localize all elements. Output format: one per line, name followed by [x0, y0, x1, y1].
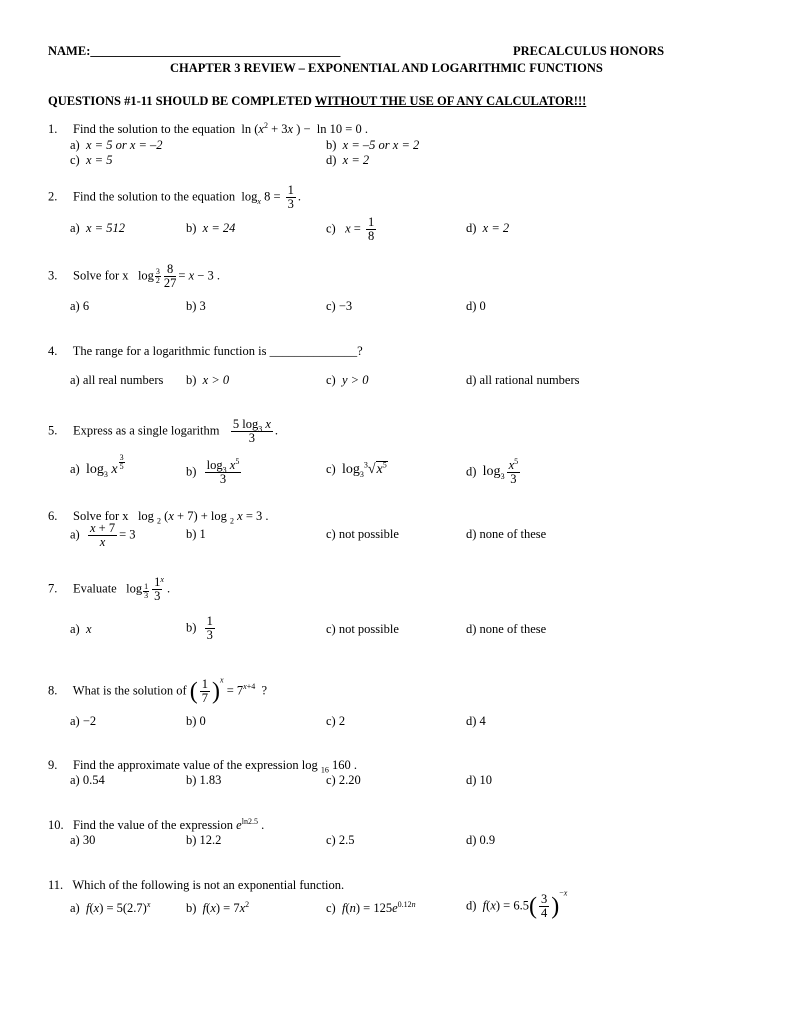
choice-5b[interactable]: b) $\frac{\log_3 x^5}{3}$ [186, 456, 240, 486]
question-2: 2. Find the solution to the equation $\log_x 8$ = $\frac{1}{3}$ . [48, 183, 301, 211]
instructions-prefix: QUESTIONS #1-11 SHOULD BE COMPLETED [48, 94, 315, 108]
choice-11c[interactable]: c) $f(n) = 125e^{0.12n}$ [326, 899, 416, 915]
choice-11a[interactable]: a) $f(x) = 5(2.7)^x$ [70, 899, 151, 915]
choice-11b[interactable]: b) $f(x) = 7x^2$ [186, 899, 250, 915]
choice-4d[interactable]: d) all rational numbers [466, 373, 580, 387]
choice-5c[interactable]: c) $\log_3^3√x^5$ [326, 460, 387, 479]
choice-9b[interactable]: b) 1.83 [186, 773, 222, 787]
choice-8a[interactable]: a) −2 [70, 714, 97, 728]
choice-10c[interactable]: c) 2.5 [326, 833, 355, 847]
choice-4a[interactable]: a) all real numbers [70, 373, 164, 387]
choice-6c[interactable]: c) not possible [326, 527, 399, 541]
choice-10d[interactable]: d) 0.9 [466, 833, 496, 847]
choice-9d[interactable]: d) 10 [466, 773, 493, 787]
choice-6d[interactable]: d) none of these [466, 527, 547, 541]
choice-5a[interactable]: a) $\log_3 x$ $\frac{3}{5}$ [70, 453, 124, 479]
question-8: 8. What is the solution of ( $\frac{1}{7}$ )$^x = 7^{x+4}$ ? [48, 675, 268, 705]
choice-1d[interactable]: d) x = 2 [326, 153, 370, 167]
choice-2c[interactable]: c) x = $\frac{1}{8}$ [326, 215, 375, 243]
course-title: PRECALCULUS HONORS [513, 44, 665, 58]
question-7: 7. Evaluate log $\frac{1}{3}$ $\frac{1}{3}$ $^x$ . [48, 575, 171, 603]
question-1: 1. Find the solution to the equation $\ln (x^2 + 3x$ ) − ln 10 = 0 . [48, 120, 368, 136]
choice-2d[interactable]: d) x = 2 [466, 221, 510, 235]
choice-4c[interactable]: c) y > 0 [326, 373, 369, 387]
choice-8d[interactable]: d) 4 [466, 714, 486, 728]
name-line: ________________________________________ [90, 44, 341, 58]
question-6: 6. Solve for x log $_2$ (x + 7) + log $_2$ x = 3 . [48, 509, 269, 526]
choice-7d[interactable]: d) none of these [466, 622, 547, 636]
question-9: 9. Find the approximate value of the expression log $_{16}$ 160 . [48, 758, 357, 775]
name-label: NAME: [48, 44, 91, 58]
question-10: 10. Find the value of the expression $e^{ln2.5}$ . [48, 816, 265, 832]
choice-4b[interactable]: b) x > 0 [186, 373, 230, 387]
choice-8b[interactable]: b) 0 [186, 714, 206, 728]
choice-2a[interactable]: a) x = 512 [70, 221, 125, 235]
choice-2b[interactable]: b) x = 24 [186, 221, 236, 235]
choice-1a[interactable]: a) x = 5 or x = –2 [70, 138, 163, 152]
choice-9c[interactable]: c) 2.20 [326, 773, 361, 787]
choice-6a[interactable]: a) $\frac{x + 7}{x}$ = 3 [70, 521, 136, 549]
choice-3c[interactable]: c) −3 [326, 299, 353, 313]
question-4: 4. The range for a logarithmic function is ______________? [48, 344, 363, 358]
instructions [48, 94, 586, 109]
instructions-underlined: WITHOUT THE USE OF ANY CALCULATOR!!! [314, 94, 587, 108]
question-text: Find the solution to the equation [73, 122, 236, 136]
choice-3a[interactable]: a) 6 [70, 299, 90, 313]
question-11: 11. Which of the following is not an exponential function. [48, 878, 345, 892]
name-field[interactable] [48, 44, 340, 59]
choice-8c[interactable]: c) 2 [326, 714, 346, 728]
question-5: 5. Express as a single logarithm $\frac{5 \log_3 x}{3}$ . [48, 417, 279, 445]
choice-1c[interactable]: c) x = 5 [70, 153, 113, 167]
choice-5d[interactable]: d) $\log_3$ $\frac{x^5}{3}$ [466, 456, 519, 486]
choice-10a[interactable]: a) 30 [70, 833, 96, 847]
choice-1b[interactable]: b) x = –5 or x = 2 [326, 138, 420, 152]
question-number: 1. [48, 122, 58, 136]
choice-3b[interactable]: b) 3 [186, 299, 206, 313]
choice-10b[interactable]: b) 12.2 [186, 833, 222, 847]
question-3: 3. Solve for x log $\frac{3}{2}$ $\frac{8}{27}$ = x − 3 . [48, 262, 220, 290]
choice-6b[interactable]: b) 1 [186, 527, 206, 541]
choice-7b[interactable]: b) $\frac{1}{3}$ [186, 614, 213, 642]
choice-11d[interactable]: d) f(x) = 6.5( $\frac{3}{4}$ )$^{-x}$ [466, 888, 568, 920]
choice-7a[interactable]: a) x [70, 622, 92, 636]
choice-9a[interactable]: a) 0.54 [70, 773, 105, 787]
choice-3d[interactable]: d) 0 [466, 299, 486, 313]
page-title: CHAPTER 3 REVIEW – EXPONENTIAL AND LOGARITHMIC FUNCTIONS [170, 61, 603, 75]
choice-7c[interactable]: c) not possible [326, 622, 399, 636]
